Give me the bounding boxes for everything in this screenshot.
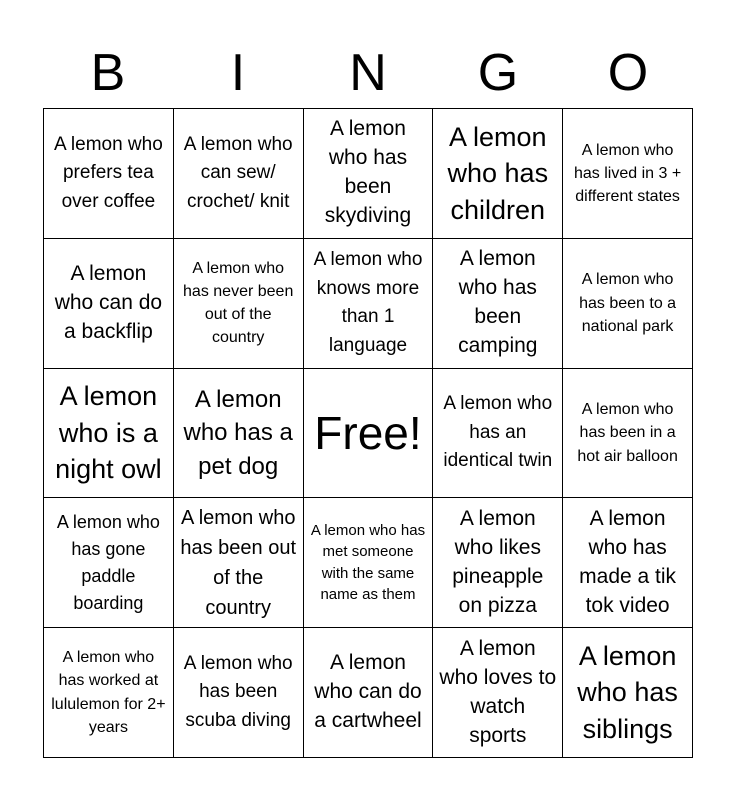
- bingo-cell[interactable]: [174, 239, 304, 369]
- cell-text: A lemon who has gone paddle boarding: [56, 511, 160, 613]
- cell-text: A lemon who can do a backflip: [54, 261, 163, 343]
- header-letter-b: B: [90, 44, 126, 102]
- bingo-cell[interactable]: [563, 109, 693, 239]
- bingo-cell[interactable]: [563, 369, 693, 499]
- cell-text: A lemon who can sew/ crochet/ knit: [183, 133, 293, 212]
- bingo-cell[interactable]: [433, 628, 563, 758]
- bingo-cell[interactable]: [174, 369, 304, 499]
- bingo-cell[interactable]: [174, 498, 304, 628]
- bingo-board: [43, 108, 693, 758]
- bingo-cell[interactable]: [174, 628, 304, 758]
- cell-text: A lemon who has a pet dog: [183, 386, 293, 480]
- free-space-cell[interactable]: [304, 369, 434, 499]
- bingo-cell[interactable]: [433, 498, 563, 628]
- cell-text: A lemon who prefers tea over coffee: [54, 133, 163, 212]
- free-space-text: Free!: [314, 406, 422, 459]
- cell-text: A lemon who has been scuba diving: [183, 652, 293, 731]
- cell-text: A lemon who has never been out of the country: [183, 259, 294, 347]
- bingo-cell[interactable]: [44, 498, 174, 628]
- cell-text: A lemon who has been skydiving: [324, 117, 412, 228]
- bingo-cell[interactable]: [304, 109, 434, 239]
- cell-text: A lemon who has children: [447, 121, 549, 225]
- cell-text: A lemon who loves to watch sports: [439, 636, 557, 747]
- cell-text: A lemon who has lived in 3 + different states: [574, 141, 682, 205]
- bingo-cell[interactable]: [433, 369, 563, 499]
- bingo-cell[interactable]: [304, 239, 434, 369]
- bingo-header: [43, 38, 693, 108]
- bingo-cell[interactable]: [304, 498, 434, 628]
- bingo-cell[interactable]: [44, 369, 174, 499]
- header-letter-n: N: [349, 44, 387, 102]
- bingo-cell[interactable]: [44, 109, 174, 239]
- bingo-cell[interactable]: [433, 109, 563, 239]
- bingo-cell[interactable]: [174, 109, 304, 239]
- cell-text: A lemon who has been out of the country: [180, 506, 297, 619]
- cell-text: A lemon who can do a cartwheel: [314, 651, 422, 733]
- bingo-cell[interactable]: [563, 498, 693, 628]
- header-letter-o: O: [607, 44, 649, 102]
- bingo-cell[interactable]: [44, 628, 174, 758]
- cell-text: A lemon who is a night owl: [55, 381, 162, 485]
- cell-text: A lemon who has been camping: [458, 247, 538, 358]
- cell-text: A lemon who has siblings: [577, 640, 678, 744]
- header-letter-g: G: [477, 44, 519, 102]
- cell-text: A lemon who has worked at lululemon for 2+ years: [51, 649, 166, 736]
- cell-text: A lemon who likes pineapple on pizza: [452, 506, 544, 617]
- bingo-cell[interactable]: [304, 628, 434, 758]
- bingo-cell[interactable]: [563, 628, 693, 758]
- cell-text: A lemon who has been to a national park: [579, 271, 677, 335]
- header-letter-i: I: [230, 44, 246, 102]
- bingo-cell[interactable]: [433, 239, 563, 369]
- cell-text: A lemon who has been in a hot air balloon: [577, 401, 678, 465]
- bingo-cell[interactable]: [44, 239, 174, 369]
- cell-text: A lemon who knows more than 1 language: [313, 249, 423, 356]
- bingo-cell[interactable]: [563, 239, 693, 369]
- cell-text: A lemon who has an identical twin: [443, 393, 553, 472]
- cell-text: A lemon who has made a tik tok video: [579, 506, 677, 617]
- cell-text: A lemon who has met someone with the same name as them: [310, 522, 426, 604]
